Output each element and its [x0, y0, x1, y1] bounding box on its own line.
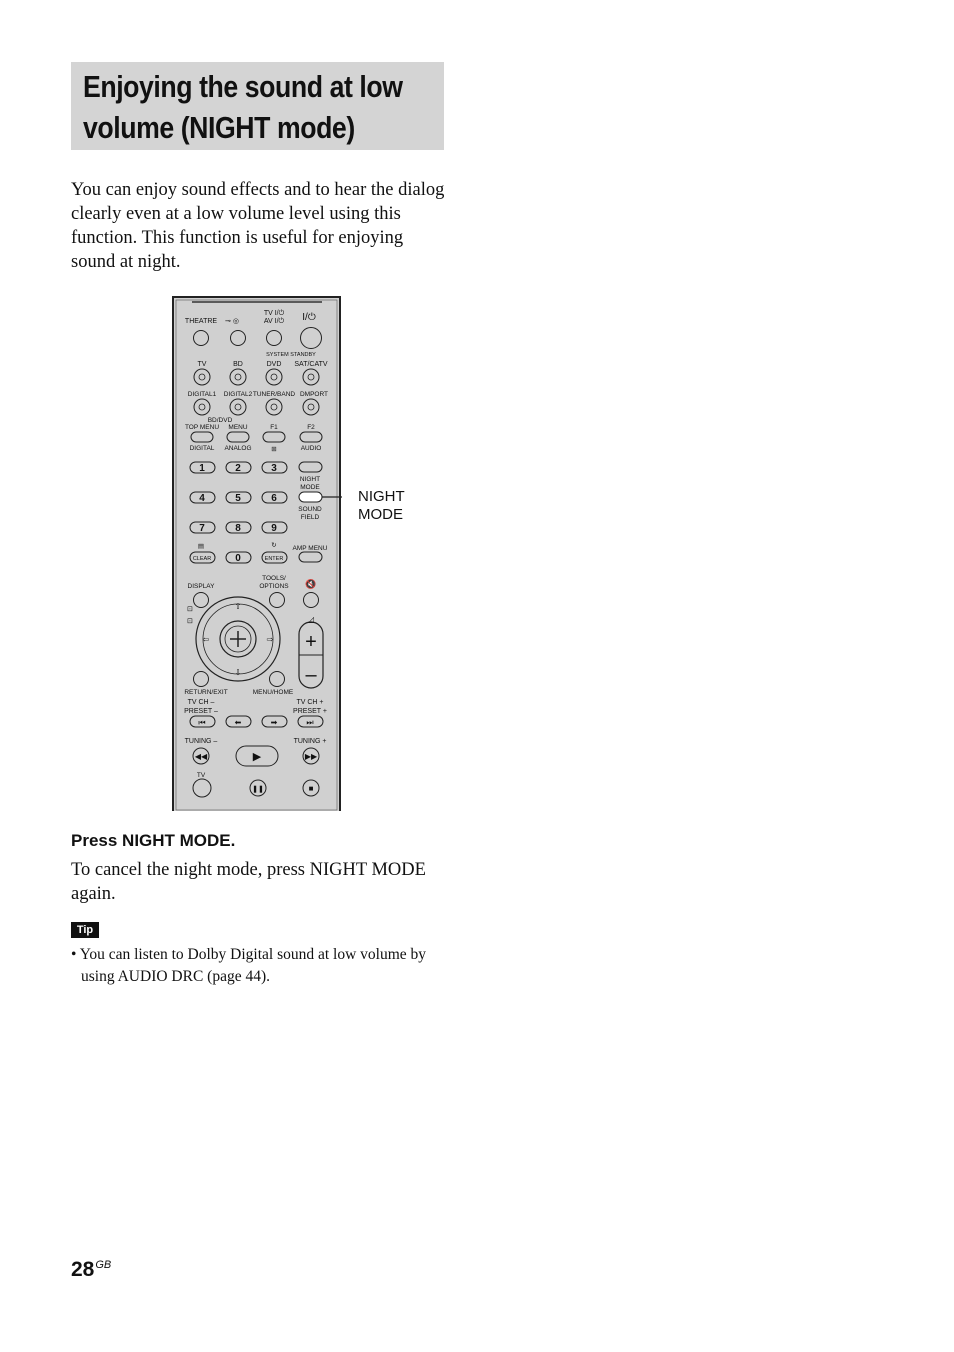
replay-icon: ⬅: [234, 718, 242, 727]
tip-badge: Tip: [71, 922, 99, 938]
av-power-button[interactable]: [267, 331, 282, 346]
remote-night-label: NIGHT: [299, 476, 321, 483]
step-body: To cancel the night mode, press NIGHT MODE again.: [71, 860, 426, 904]
display-mode-button[interactable]: [299, 462, 322, 472]
digital1-button[interactable]: [194, 399, 210, 415]
page-number: [71, 1258, 111, 1282]
remote-mode-label: MODE: [300, 484, 320, 491]
remote-av-power-label: AV I/⏻: [263, 318, 285, 325]
remote-number-9-label: 9: [271, 523, 277, 534]
mute-icon: 🔇: [305, 579, 317, 589]
sync-button[interactable]: [231, 331, 246, 346]
remote-tuning-plus-label: TUNING +: [293, 738, 327, 745]
display-button[interactable]: [194, 593, 209, 608]
muting-button[interactable]: [304, 593, 319, 608]
dmport-button[interactable]: [303, 399, 319, 415]
remote-tv-bottom-label: TV: [196, 772, 206, 779]
stop-icon: ■: [308, 784, 314, 793]
f1-button[interactable]: [263, 432, 285, 442]
remote-preset-plus-label: PRESET +: [293, 708, 327, 715]
remote-digital2-label: DIGITAL2: [223, 391, 253, 398]
remote-number-8-label: 8: [235, 523, 241, 534]
rewind-icon: ◀◀: [194, 752, 208, 761]
theatre-button[interactable]: [194, 331, 209, 346]
previous-icon: ⏮: [198, 718, 206, 727]
remote-power-label: I/⏻: [302, 312, 316, 323]
sat-catv-input-button[interactable]: [303, 369, 319, 385]
remote-preset-minus-label: PRESET –: [184, 708, 218, 715]
remote-number-4-label: 4: [199, 493, 205, 504]
menu-button[interactable]: [227, 432, 249, 442]
remote-f2-label: F2: [307, 424, 315, 431]
remote-display-label: DISPLAY: [187, 583, 215, 590]
return-exit-button[interactable]: [194, 672, 209, 687]
tip-text: • You can listen to Dolby Digital sound at low volume by using AUDIO DRC (page 44).: [71, 946, 427, 985]
remote-amp-menu-label: AMP MENU: [292, 545, 328, 552]
tv-input-button[interactable]: [194, 369, 210, 385]
remote-options-label: OPTIONS: [259, 583, 289, 590]
remote-dvd-label: DVD: [266, 361, 282, 368]
remote-control-illustration: [172, 296, 342, 811]
play-icon: ▶: [252, 751, 262, 763]
digital2-button[interactable]: [230, 399, 246, 415]
remote-digital-label: DIGITAL: [189, 445, 215, 452]
menu-home-button[interactable]: [270, 672, 285, 687]
arrow-up-icon: ⇧: [234, 602, 242, 611]
bd-input-button[interactable]: [230, 369, 246, 385]
remote-number-2-label: 2: [235, 463, 241, 474]
heading-box: [71, 62, 444, 150]
night-mode-callout: [358, 488, 438, 524]
power-button[interactable]: [301, 328, 322, 349]
remote-menu-home-label: MENU/HOME: [252, 689, 294, 696]
remote-number-5-label: 5: [235, 493, 241, 504]
remote-bd-label: BD: [233, 361, 243, 368]
remote-tuning-minus-label: TUNING –: [184, 738, 218, 745]
tuner-band-button[interactable]: [266, 399, 282, 415]
info-icon: ⊡: [187, 606, 193, 613]
page-number-suffix: GB: [95, 1259, 112, 1271]
remote-tv-power-label: TV I/⏻: [263, 310, 285, 317]
arrow-right-icon: ⇨: [266, 635, 274, 644]
tv-button[interactable]: [193, 779, 211, 797]
remote-sat-catv-label: SAT/CATV: [294, 361, 328, 368]
remote-number-3-label: 3: [271, 463, 277, 474]
remote-analog-label: ANALOG: [224, 445, 252, 452]
help-icon: ⊡: [187, 618, 193, 625]
remote-digital1-label: DIGITAL1: [187, 391, 217, 398]
dvd-input-button[interactable]: [266, 369, 282, 385]
navigation-pad[interactable]: [196, 597, 280, 681]
page-title: Enjoying the sound at low volume (NIGHT mode): [83, 69, 403, 145]
remote-return-exit-label: RETURN/EXIT: [184, 689, 228, 696]
top-menu-button[interactable]: [191, 432, 213, 442]
remote-number-1-label: 1: [199, 463, 205, 474]
remote-tv-ch-minus-label: TV CH –: [187, 699, 215, 706]
remote-number-0-label: 0: [235, 553, 241, 564]
remote-sound-label: SOUND: [298, 506, 322, 513]
remote-number-7-label: 7: [199, 523, 205, 534]
advance-icon: ➡: [270, 718, 278, 727]
text-icon: ▤: [197, 543, 205, 550]
remote-system-standby-label: SYSTEM STANDBY: [266, 352, 316, 358]
arrow-left-icon: ⇦: [202, 635, 210, 644]
night-mode-button[interactable]: [299, 492, 322, 502]
remote-number-6-label: 6: [271, 493, 277, 504]
amp-menu-button[interactable]: [299, 552, 322, 562]
remote-tv-ch-plus-label: TV CH +: [296, 699, 324, 706]
arrow-down-icon: ⇩: [234, 668, 242, 677]
remote-bd-dvd-label: BD/DVD: [207, 417, 233, 424]
step-heading: Press NIGHT MODE.: [71, 831, 236, 850]
volume-up-icon: +: [305, 631, 317, 653]
remote-tuner-band-label: TUNER/BAND: [252, 391, 296, 398]
callout-line-2: MODE: [358, 506, 403, 523]
subtitle-icon: ⊞: [271, 446, 277, 453]
volume-down-icon: –: [305, 664, 317, 686]
fast-forward-icon: ▶▶: [304, 752, 318, 761]
remote-enter-label: ENTER: [264, 556, 284, 562]
input-icon: ⊸ ◎: [225, 318, 239, 325]
remote-tv-label: TV: [197, 361, 207, 368]
intro-paragraph: You can enjoy sound effects and to hear the dialog clearly even at a low volume level using this function. This function is useful for enjoying sound at night.: [71, 180, 445, 272]
remote-f1-label: F1: [270, 424, 278, 431]
remote-audio-label: AUDIO: [300, 445, 322, 452]
remote-menu-label: MENU: [228, 424, 248, 431]
pause-icon: ❚❚: [252, 786, 264, 793]
remote-clear-label: CLEAR: [192, 556, 212, 562]
repeat-icon: ↻: [271, 542, 277, 549]
callout-line-1: NIGHT: [358, 488, 405, 505]
remote-theatre-label: THEATRE: [184, 318, 218, 325]
f2-button[interactable]: [300, 432, 322, 442]
remote-dmport-label: DMPORT: [299, 391, 329, 398]
next-icon: ⏭: [306, 718, 314, 727]
volume-icon: ◿: [307, 615, 315, 624]
tools-options-button[interactable]: [270, 593, 285, 608]
page-number-value: 28: [71, 1258, 95, 1281]
remote-tools-label: TOOLS/: [262, 575, 286, 582]
remote-field-label: FIELD: [300, 514, 320, 521]
remote-top-menu-label: TOP MENU: [184, 424, 220, 431]
